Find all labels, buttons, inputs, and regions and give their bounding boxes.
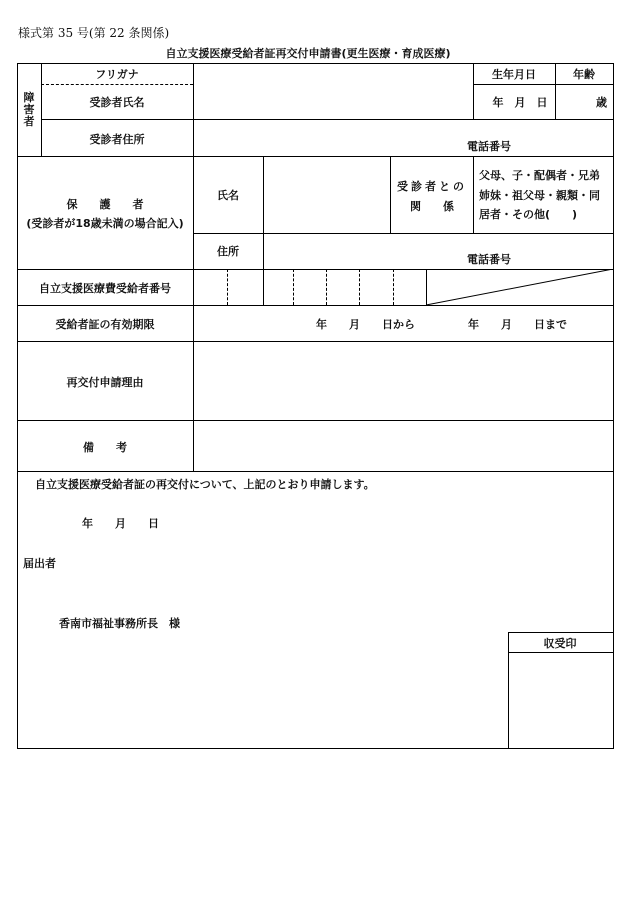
relation-option-line-1: 父母、子・配偶者・兄弟 [479,169,600,182]
date-field[interactable] [60,512,190,534]
recipient-number-field[interactable] [194,270,426,305]
declaration-statement: 自立支援医療受給者証の再交付について、上記のとおり申請します。 [35,478,375,491]
applicant-label: 届出者 [23,557,56,570]
form-number: 様式第 35 号(第 22 条関係) [18,26,170,40]
validity-from: 年 月 日から [316,318,415,331]
age-label: 年齢 [573,68,595,81]
patient-name-field[interactable] [194,85,472,119]
patient-name-label: 受診者氏名 [89,96,145,109]
remarks-bottom-line [17,471,613,472]
diagonal-slash [426,269,614,306]
relation-option-line-3: 居者・その他( ) [479,208,578,221]
furigana-label: フリガナ [95,68,139,81]
remarks-label: 備 考 [83,441,127,454]
patient-group-label: 障 害 者 [23,91,35,128]
age-field[interactable] [556,85,592,119]
table-border-left [17,63,18,749]
guardian-name-label: 氏名 [217,189,239,202]
stamp-label: 収受印 [543,637,577,650]
form-title: 自立支援医療受給者証再交付申請書(更生医療・育成医療) [165,47,451,60]
guardian-name-field[interactable] [264,157,389,233]
recipient-number-label: 自立支援医療費受給者番号 [39,282,171,295]
validity-label: 受給者証の有効期限 [55,318,155,331]
guardian-age-note: (受診者が18歳未満の場合記入) [26,217,184,230]
birthdate-field[interactable] [474,85,554,119]
birthdate-format: 年 月 日 [492,96,548,109]
guardian-label-divider [193,156,194,269]
stamp-box-left [508,632,509,748]
validity-to: 年 月 日まで [468,318,567,331]
birthdate-label: 生年月日 [492,68,536,81]
furigana-dashed-line [41,84,193,85]
guardian-phone-label: 電話番号 [467,253,511,266]
reason-label: 再交付申請理由 [66,376,144,389]
validity-from-field[interactable] [194,306,422,341]
stamp-box-top [508,632,613,633]
patient-group-divider [41,63,42,156]
guardian-address-label: 住所 [217,245,239,258]
patient-address-label: 受診者住所 [89,133,145,146]
guardian-label: 保 護 者 [66,198,144,211]
declaration-date: 年 月 日 [82,517,159,530]
patient-phone-label: 電話番号 [467,140,511,153]
relation-label-2: 関 係 [410,200,454,213]
table-border-right [613,63,614,749]
relation-field[interactable] [474,157,612,233]
addressee: 香南市福祉事務所長 様 [59,617,180,630]
stamp-box-header-line [508,652,613,653]
remarks-field[interactable] [194,421,612,471]
furigana-field[interactable] [194,64,472,84]
relation-label-left [390,156,391,233]
applicant-field[interactable] [70,552,490,592]
patient-phone-field[interactable] [520,136,612,156]
reason-field[interactable] [194,342,612,420]
patient-address-field[interactable] [194,120,464,156]
guardian-address-field[interactable] [264,234,464,269]
table-border-bottom [17,748,613,749]
age-unit: 歳 [596,96,607,109]
guardian-phone-field[interactable] [520,250,612,269]
relation-label-1: 受診者との [397,180,467,193]
validity-to-field[interactable] [424,306,612,341]
relation-option-line-2: 姉妹・祖父母・親類・同 [479,189,600,202]
